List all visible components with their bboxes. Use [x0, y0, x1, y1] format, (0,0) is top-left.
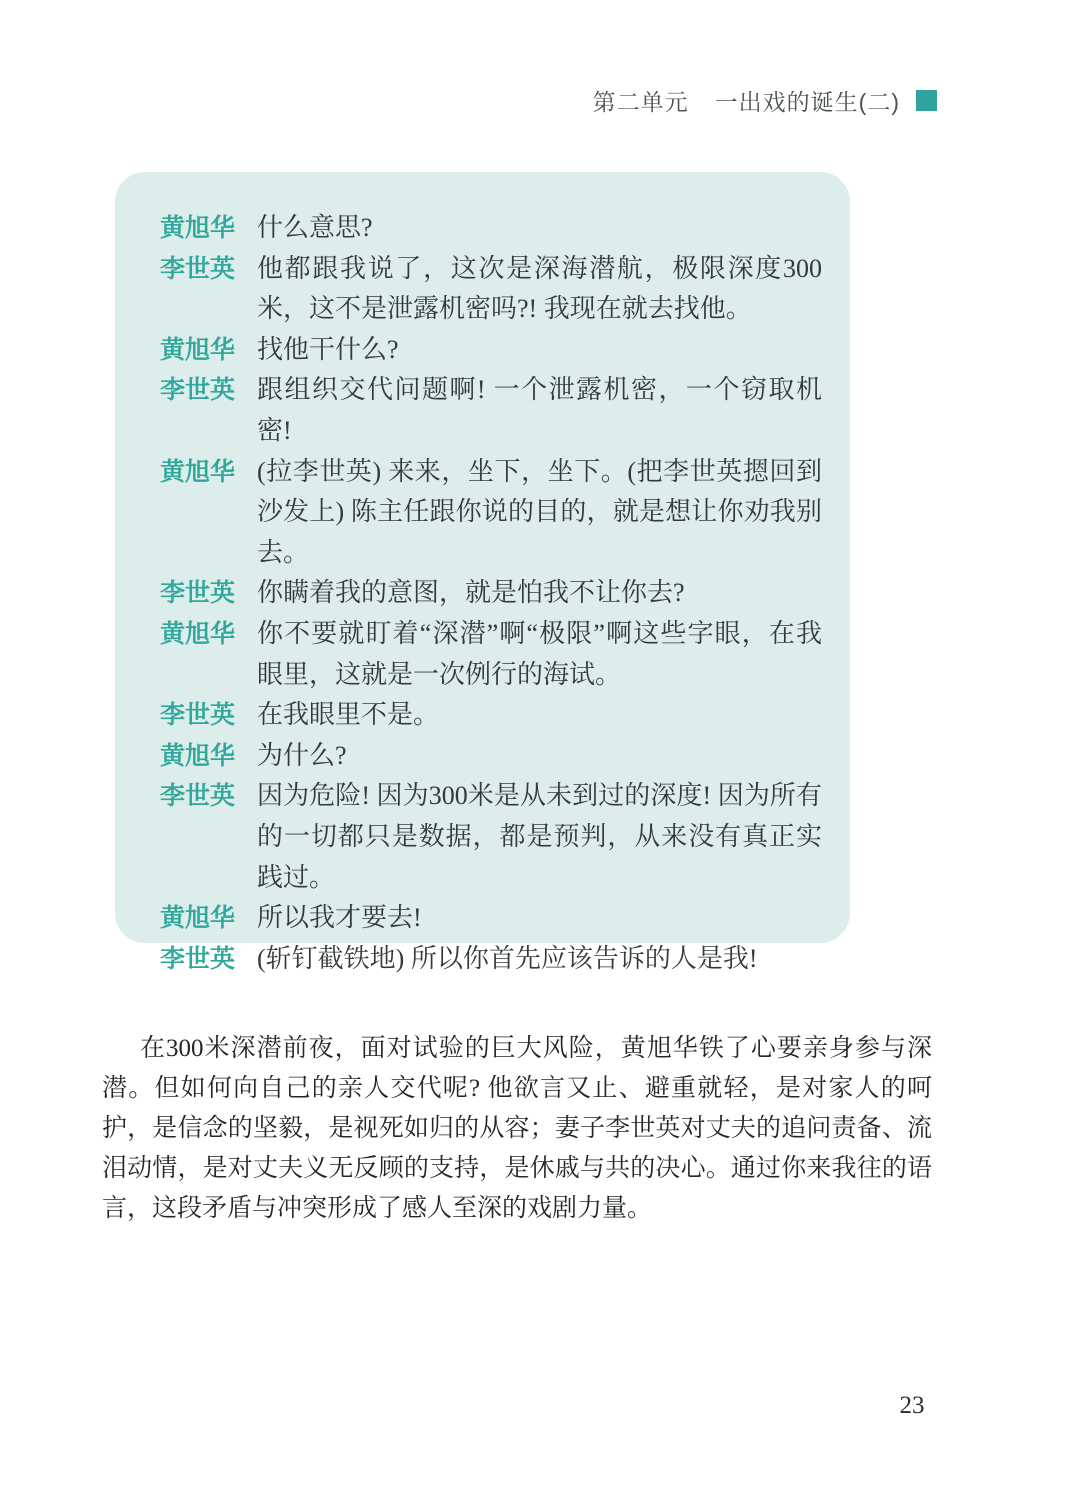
dialogue-panel [115, 172, 850, 973]
speaker-name: 黄旭华 [160, 741, 236, 770]
dialogue-entry [160, 452, 822, 574]
running-head [593, 84, 937, 117]
dialogue-entry [160, 695, 822, 736]
dialogue-line: (拉李世英) 来来，坐下，坐下。(把李世英摁回到沙发上) 陈主任跟你说的目的，就是想让你劝我别去。 [257, 456, 822, 567]
speaker-name: 李世英 [160, 944, 236, 973]
dialogue-line: 你不要就盯着“深潜”啊“极限”啊这些字眼，在我眼里，这就是一次例行的海试。 [257, 618, 822, 689]
speaker-name: 黄旭华 [160, 457, 236, 486]
page-number: 23 [899, 1392, 925, 1419]
chapter-title: 一出戏的诞生(二) [714, 89, 900, 115]
analysis-paragraph: 在300米深潜前夜，面对试验的巨大风险，黄旭华铁了心要亲身参与深潜。但如何向自己的亲人交代呢? 他欲言又止、避重就轻，是对家人的呵护，是信念的坚毅，是视死如归的从容；妻子李世英对丈夫的追问责备、流泪动情，是对丈夫义无反顾的支持，是休戚与共的决心。通过你来我往的语言，这段矛盾与冲突形成了感人至深的戏剧力量。 [102, 1035, 932, 1222]
dialogue-entry [160, 614, 822, 695]
dialogue-line: 所以我才要去! [257, 903, 422, 933]
speaker-name: 黄旭华 [160, 335, 236, 364]
dialogue-entry [160, 898, 822, 939]
teal-square-icon [916, 90, 937, 111]
speaker-name: 黄旭华 [160, 214, 236, 242]
dialogue-line: (斩钉截铁地) 所以你首先应该告诉的人是我! [257, 943, 758, 973]
dialogue-entry [160, 208, 822, 249]
speaker-name: 李世英 [160, 579, 236, 608]
dialogue-line: 为什么? [257, 740, 347, 770]
speaker-name: 黄旭华 [160, 904, 236, 933]
dialogue-entry [160, 736, 822, 777]
dialogue-entry [160, 776, 822, 898]
dialogue-entry [160, 573, 822, 614]
speaker-name: 李世英 [160, 376, 236, 405]
speaker-name: 李世英 [160, 254, 236, 283]
dialogue-line: 他都跟我说了，这次是深海潜航，极限深度300米，这不是泄露机密吗?! 我现在就去找他。 [257, 253, 822, 324]
dialogue-entry [160, 939, 822, 980]
dialogue-line: 跟组织交代问题啊! 一个泄露机密，一个窃取机密! [257, 375, 822, 445]
speaker-name: 李世英 [160, 782, 236, 811]
dialogue-line: 因为危险! 因为300米是从未到过的深度! 因为所有的一切都只是数据，都是预判，从来没有真正实践过。 [257, 781, 822, 892]
speaker-name: 李世英 [160, 701, 236, 730]
dialogue-entry [160, 330, 822, 371]
speaker-name: 黄旭华 [160, 619, 236, 648]
dialogue-line: 在我眼里不是。 [257, 700, 440, 730]
dialogue-line: 你瞒着我的意图，就是怕我不让你去? [257, 578, 685, 608]
dialogue-entry [160, 249, 822, 330]
unit-label: 第二单元 [592, 89, 689, 115]
dialogue-line: 找他干什么? [257, 334, 399, 364]
dialogue-entry [160, 370, 822, 451]
dialogue-line: 什么意思? [257, 213, 373, 242]
